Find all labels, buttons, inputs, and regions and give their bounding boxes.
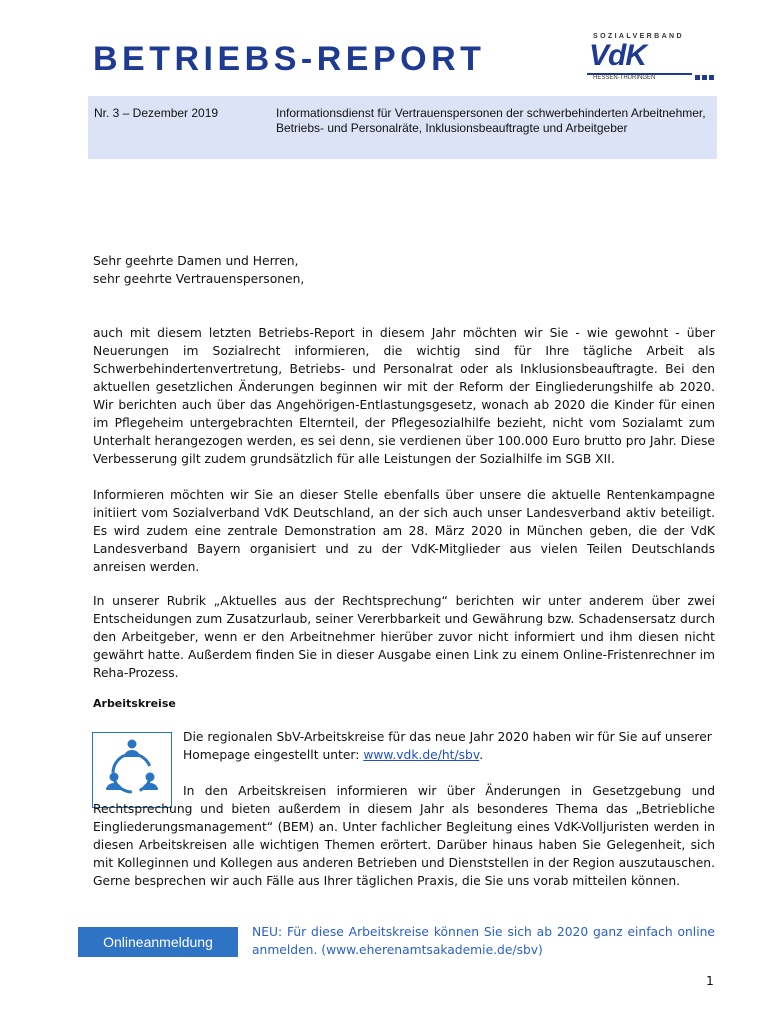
logo-square [709,75,714,80]
case-law-paragraph: In unserer Rubrik „Aktuelles aus der Rechtsprechung“ berichten wir unter anderem über zwei Entscheidungen zum Zusatzurlaub, seiner Vererbbarkeit und Gewährung bzw. Schadensersatz durch den Arbeitgeber, wenn er den Arbeitnehmer hierüber zuvor nicht informiert und ihm diesen nicht gewährt hatte. Außerdem finden Sie in dieser Ausgabe einen Link zu einem Online-Fristenrechner im Reha-Prozess. [93,594,715,680]
logo-mark: VdK [589,39,646,72]
section-heading-arbeitskreise: Arbeitskreise [93,697,176,710]
issue-number: Nr. 3 – Dezember 2019 [94,106,219,120]
logo-square [702,75,707,80]
registration-note: NEU: Für diese Arbeitskreise können Sie sich ab 2020 ganz einfach online anmelden. (www.eherenamtsakademie.de/sbv) [252,925,715,957]
logo-organization: SOZIALVERBAND [593,33,684,40]
page-number: 1 [706,974,714,988]
report-subtitle: Informationsdienst für Vertrauenspersonen der schwerbehinderten Arbeitnehmer, Betriebs- und Personalräte, Inklusionsbeauftragte und Arbeitgeber [276,106,706,135]
arbeitskreise-description: In den Arbeitskreisen informieren wir über Änderungen in Gesetzgebung und Rechtsprechung und bieten außerdem in diesem Jahr als besonderes Thema das „Betriebliche Eingliederungsmanagement“ (BEM) an. Unter fachlicher Begleitung eines VdK-Volljuristen werden in diesen Arbeitskreisen alle wichtigen Themen erörtert. Darüber hinaus haben Sie Gelegenheit, sich mit Kolleginnen und Kollegen aus anderen Betrieben und Dienststellen in der Region auszutauschen. Gerne besprechen wir auch Fälle aus Ihrer täglichen Praxis, die Sie uns vorab mitteilen können. [93,784,715,888]
intro-paragraph: auch mit diesem letzten Betriebs-Report in diesem Jahr möchten wir Sie - wie gewohnt - über Neuerungen im Sozialrecht informieren, die wichtig sind für Ihre tägliche Arbeit als Schwerbehindertenvertretung, Betriebs- und Personalrat oder als Inklusionsbeauftragte. Bei den aktuellen gesetzlichen Änderungen beginnen wir mit der Reform der Eingliederungshilfe ab 2020. Wir berichten auch über das Angehörigen-Entlastungsgesetz, wonach ab 2020 die Kinder für einen im Pflegeheim untergebrachten Elternteil, der Pflegesozialhilfe bezieht, nicht vom Sozialamt zum Unterhalt herangezogen werden, es sei denn, sie verdienen über 100.000 Euro brutto pro Jahr. Diese Verbesserung gilt zudem grundsätzlich für alle Leistungen der Sozialhilfe im SGB XII. [93,326,715,466]
vdk-logo [587,33,717,83]
logo-square [695,75,700,80]
issue-info-box [88,96,717,159]
logo-region: HESSEN-THÜRINGEN [593,75,656,81]
online-registration-button[interactable]: Onlineanmeldung [78,927,238,957]
greeting-line-1: Sehr geehrte Damen und Herren, [93,254,299,268]
greeting [93,252,304,288]
greeting-line-2: sehr geehrte Vertrauenspersonen, [93,272,305,286]
arbeitskreise-intro [183,728,715,764]
arbeitskreise-intro-end: . [479,748,484,762]
pension-campaign-paragraph: Informieren möchten wir Sie an dieser Stelle ebenfalls über unsere die aktuelle Rentenkampagne initiiert vom Sozialverband VdK Deutschland, an der sich auch unser Landesverband aktiv beteiligt. Es wird zudem eine zentrale Demonstration am 28. März 2020 in München geben, die der VdK Landesverband Bayern organisiert und zu der VdK-Mitglieder aus vielen Teilen Deutschlands anreisen werden. [93,488,715,574]
arbeitskreise-intro-text: Die regionalen SbV-Arbeitskreise für das neue Jahr 2020 haben wir für Sie auf unserer Homepage eingestellt unter: [183,730,712,762]
report-title: BETRIEBS-REPORT [93,40,486,78]
sbv-homepage-link[interactable]: www.vdk.de/ht/sbv [363,748,480,762]
